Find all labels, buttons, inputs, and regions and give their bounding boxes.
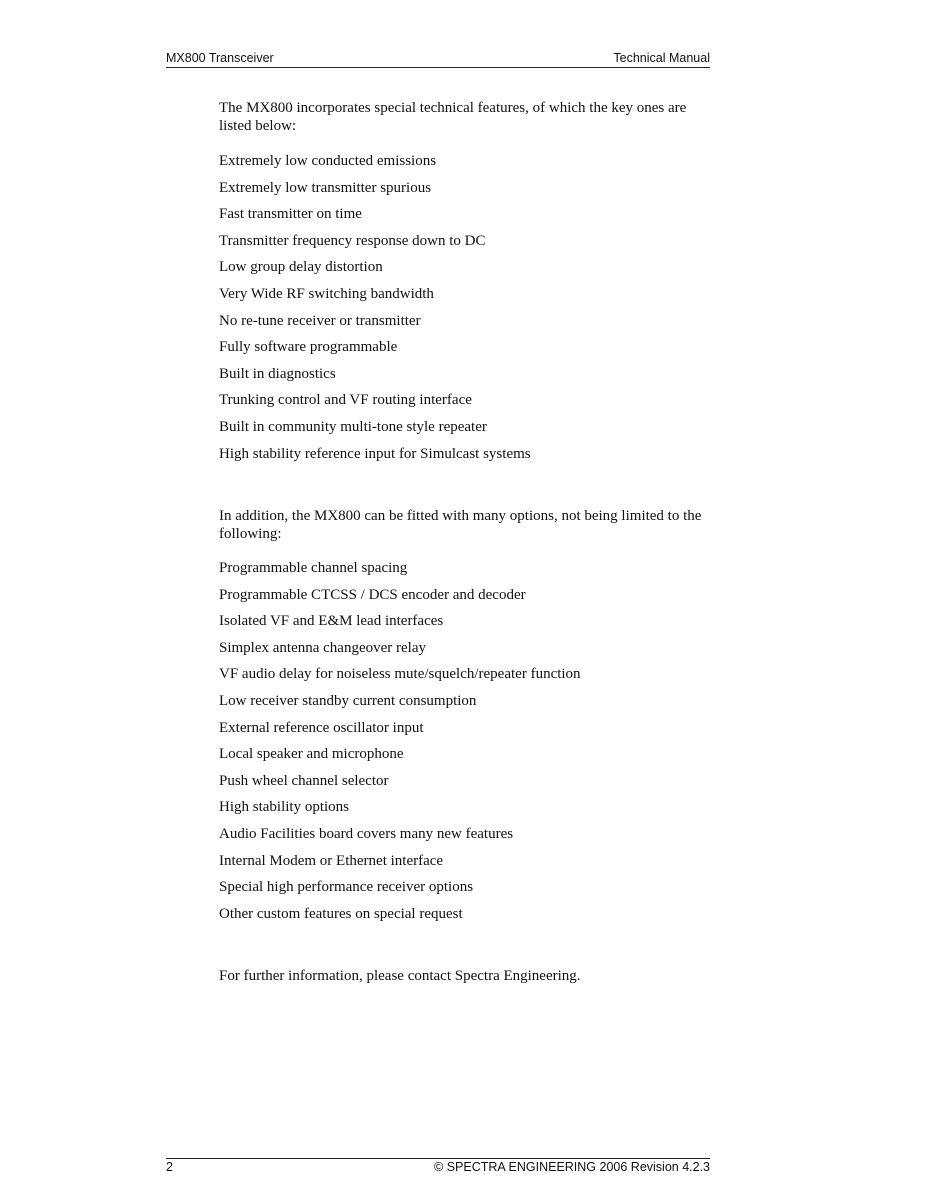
features-list — [219, 152, 714, 471]
list-item: VF audio delay for noiseless mute/squelch/repeater function — [219, 666, 581, 683]
list-item: Extremely low conducted emissions — [219, 153, 437, 169]
page-header — [166, 51, 710, 66]
page-number: 2 — [166, 1160, 173, 1174]
options-section — [219, 507, 714, 543]
header-rule — [166, 67, 710, 68]
list-item: Extremely low transmitter spurious — [219, 179, 432, 196]
list-item: Trunking control and VF routing interface — [219, 392, 472, 409]
list-item: Local speaker and microphone — [219, 746, 404, 763]
list-item: Very Wide RF switching bandwidth — [219, 285, 434, 302]
list-item: Push wheel channel selector — [219, 772, 389, 789]
list-item: High stability options — [219, 799, 350, 816]
list-item: Other custom features on special request — [219, 905, 463, 922]
list-item: No re-tune receiver or transmitter — [219, 312, 421, 329]
list-item: Fully software programmable — [219, 339, 398, 356]
list-item: Fast transmitter on time — [219, 206, 362, 223]
features-intro: The MX800 incorporates special technical features, of which the key ones are listed below: — [219, 100, 687, 134]
list-item: High stability reference input for Simulcast systems — [219, 445, 531, 462]
list-item: Programmable channel spacing — [219, 560, 408, 576]
list-item: Low group delay distortion — [219, 259, 383, 276]
options-intro: In addition, the MX800 can be fitted with many options, not being limited to the following: — [219, 508, 702, 542]
list-item: External reference oscillator input — [219, 719, 424, 736]
header-document-title: Technical Manual — [613, 51, 710, 65]
list-item: Special high performance receiver options — [219, 879, 474, 896]
features-section — [219, 99, 714, 135]
closing-section — [219, 967, 714, 985]
list-item: Built in community multi-tone style repeater — [219, 418, 487, 435]
page-footer — [166, 1160, 710, 1176]
list-item: Low receiver standby current consumption — [219, 692, 477, 709]
list-item: Isolated VF and E&M lead interfaces — [219, 613, 444, 630]
options-list — [219, 559, 714, 931]
list-item: Transmitter frequency response down to DC — [219, 232, 486, 249]
footer-rule — [166, 1158, 710, 1159]
footer-copyright: © SPECTRA ENGINEERING 2006 Revision 4.2.3 — [434, 1160, 710, 1174]
header-product-name: MX800 Transceiver — [166, 51, 274, 65]
list-item: Programmable CTCSS / DCS encoder and decoder — [219, 586, 526, 603]
list-item: Simplex antenna changeover relay — [219, 639, 426, 656]
list-item: Built in diagnostics — [219, 365, 336, 382]
list-item: Internal Modem or Ethernet interface — [219, 852, 444, 869]
list-item: Audio Facilities board covers many new features — [219, 825, 514, 842]
options-list-wrap — [219, 559, 714, 931]
closing-text: For further information, please contact Spectra Engineering. — [219, 968, 581, 984]
features-list-wrap — [219, 152, 714, 471]
